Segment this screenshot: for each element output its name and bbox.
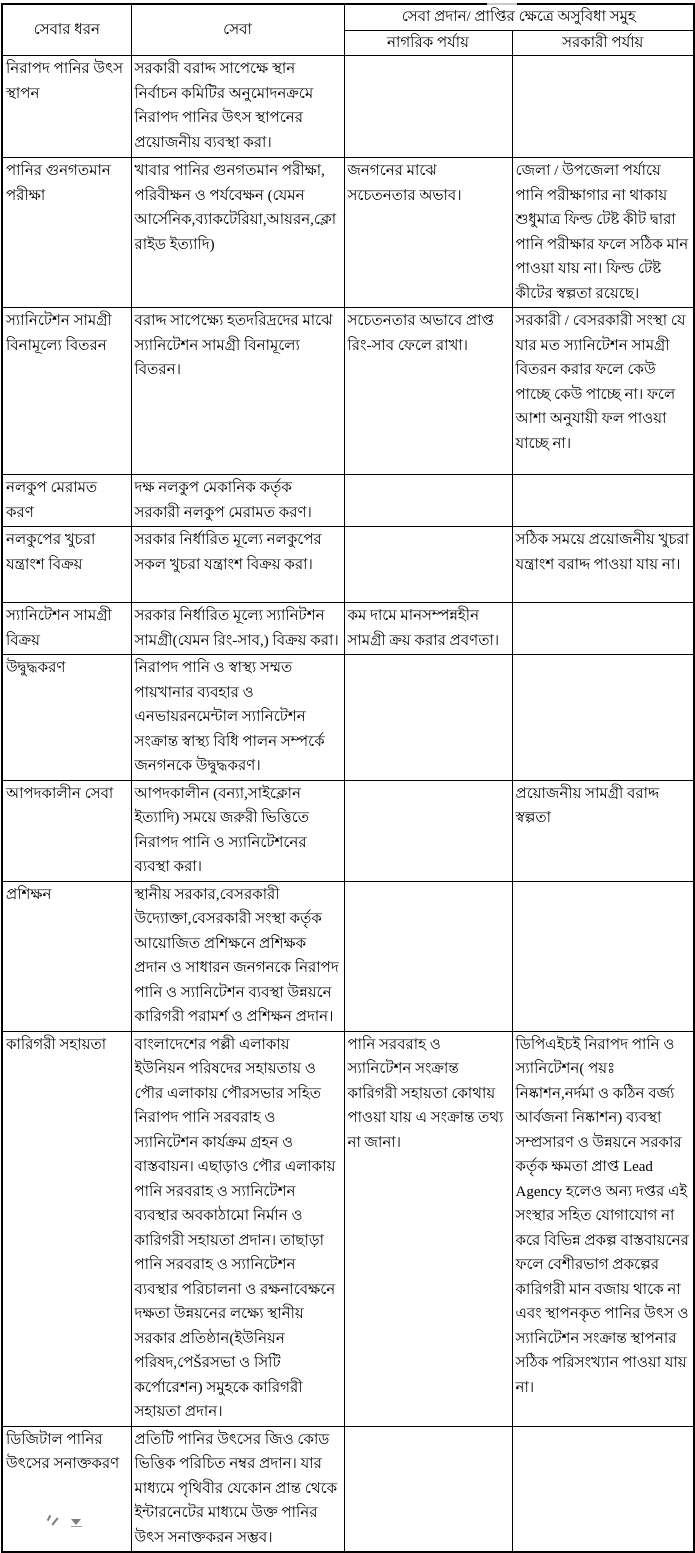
document-page xyxy=(0,3,695,1546)
cell-citizen-issue: জনগনের মাঝে সচেতনতার অভাব। xyxy=(344,158,512,308)
table-row xyxy=(2,527,694,603)
table-body xyxy=(2,56,694,1553)
cell-service: খাবার পানির গুনগতমান পরীক্ষা, পরিবীক্ষন ও পর্যবেক্ষন (যেমন আর্সেনিক,ব্যাকটেরিয়া,আয়রন,ক্লোরাইড ইত্যাদি) xyxy=(131,158,344,308)
cell-service: সরকার নির্ধারিত মূল্যে নলকুপের সকল খুচরা যন্ত্রাংশ বিক্রয় করা। xyxy=(131,527,344,603)
cell-citizen-issue: সচেতনতার অভাবে প্রাপ্ত রিং-সাব ফেলে রাখা। xyxy=(344,308,512,475)
table-row xyxy=(2,655,694,781)
table-row xyxy=(2,475,694,527)
cell-service-type: প্রশিক্ষন xyxy=(2,881,131,1031)
cell-government-issue xyxy=(512,603,694,655)
cell-government-issue xyxy=(512,881,694,1031)
cell-service-type: আপদকালীন সেবা xyxy=(2,780,131,881)
cell-citizen-issue: পানি সরবরাহ ও স্যানিটেশন সংক্রান্ত কারিগরী সহায়তা কোথায় পাওয়া যায় এ সংক্রান্ত তথ্য না জানা। xyxy=(344,1031,512,1426)
cell-service: আপদকালীন (বন্যা,সাইক্লোন ইত্যাদি) সময়ে জরুরী ভিত্তিতে নিরাপদ পানি ও স্যানিটেশনের ব্যবস্থা করা। xyxy=(131,780,344,881)
cell-service-type: কারিগরী সহায়তা xyxy=(2,1031,131,1426)
cell-service: নিরাপদ পানি ও স্বাস্থ্য সম্মত পায়খানার ব্যবহার ও এনভায়রনমেন্টাল স্যানিটেশন সংক্রান্ত স্বাস্থ্য বিধি পালন সম্পর্কে জনগনকে উদ্বুদ্ধকরণ। xyxy=(131,655,344,781)
cell-government-issue: সঠিক সময়ে প্রয়োজনীয় খুচরা যন্ত্রাংশ বরাদ্দ পাওয়া যায় না। xyxy=(512,527,694,603)
cell-government-issue: জেলা / উপজেলা পর্যায়ে পানি পরীক্ষাগার না থাকায় শুধুমাত্র ফিল্ড টেষ্ট কীট দ্বারা পানি পরীক্ষার ফলে সঠিক মান পাওয়া যায় না। ফিল্ড টেষ্ট কীটের স্বল্পতা রয়েছে। xyxy=(512,158,694,308)
cell-service: স্থানীয় সরকার,বেসরকারী উদ্যোক্তা,বেসরকারী সংস্থা কর্তৃক আয়োজিত প্রশিক্ষনে প্রশিক্ষক প্রদান ও সাধারন জনগনকে নিরাপদ পানি ও স্যানিটেশন ব্যবস্থা উন্নয়নে কারিগরী পরামর্শ ও প্রশিক্ষন প্রদান। xyxy=(131,881,344,1031)
cell-citizen-issue xyxy=(344,780,512,881)
table-row xyxy=(2,881,694,1031)
cell-service: বাংলাদেশের পল্লী এলাকায় ইউনিয়ন পরিষদের সহায়তায় ও পৌর এলাকায় পৌরসভার সহিত নিরাপদ পানি সরবরাহ ও স্যানিটেশন কার্যক্রম গ্রহন ও বাস্তবায়ন। এছাড়াও পৌর এলাকায় পানি সরবরাহ ও স্যানিটেশন ব্যবস্থার অবকাঠামো নির্মান ও কারিগরী সহায়তা প্রদান। তাছাড়া পানি সরবরাহ ও স্যানিটেশন ব্যবস্থার পরিচালনা ও রক্ষনাবেক্ষনে দক্ষতা উন্নয়নের লক্ষ্যে স্থানীয় সরকার প্রতিষ্ঠান(ইউনিয়ন পরিষদ,পেŠরসভা ও সিটি কর্পোরেশন) সমুহকে কারিগরী সহায়তা প্রদান। xyxy=(131,1031,344,1426)
cell-service-type: স্যানিটেশন সামগ্রী বিনামূল্যে বিতরন xyxy=(2,308,131,475)
cell-government-issue xyxy=(512,475,694,527)
cell-government-issue: প্রয়োজনীয় সামগ্রী বরাদ্দ স্বল্পতা xyxy=(512,780,694,881)
cell-service-type: নলকুপের খুচরা যন্ত্রাংশ বিক্রয় xyxy=(2,527,131,603)
table-row xyxy=(2,603,694,655)
cell-service: দক্ষ নলকুপ মেকানিক কর্তৃক সরকারী নলকুপ মেরামত করণ। xyxy=(131,475,344,527)
cell-service: সরকারী বরাদ্দ সাপেক্ষে স্থান নির্বাচন কমিটির অনুমোদনক্রমে নিরাপদ পানির উৎস স্থাপনের প্রয়োজনীয় ব্যবস্থা করা। xyxy=(131,56,344,158)
cell-service-type: পানির গুনগতমান পরীক্ষা xyxy=(2,158,131,308)
cell-service-type: নলকুপ মেরামত করণ xyxy=(2,475,131,527)
table-row xyxy=(2,56,694,158)
table-row xyxy=(2,780,694,881)
cell-citizen-issue xyxy=(344,655,512,781)
table-row xyxy=(2,1031,694,1426)
cell-government-issue xyxy=(512,1426,694,1552)
header-problems-group: সেবা প্রদান/ প্রাপ্তির ক্ষেত্রে অসুবিধা সমুহ xyxy=(344,4,694,30)
cell-government-issue: ডিপিএইচই নিরাপদ পানি ও স্যানিটেশন( পয়ঃ নিষ্কাশন,নর্দমা ও কঠিন বর্জ্য আর্বজনা নিষ্কাশন) ব্যবস্থা সম্প্রসারণ ও উন্নয়নে সরকার কর্তৃক ক্ষমতা প্রাপ্ত Lead Agency হলেও অন্য দপ্তর এই সংস্থার সহিত যোগাযোগ না করে বিভিন্ন প্রকল্প বাস্তবায়নের ফলে বেশীরভাগ প্রকল্পের কারিগরী মান বজায় থাকে না এবং স্থাপনকৃত পানির উৎস ও স্যানিটেশন সংক্রান্ত স্থাপনার সঠিক পরিসংখ্যান পাওয়া যায় না। xyxy=(512,1031,694,1426)
scan-smudge-artifact xyxy=(487,3,517,5)
header-citizen-level: নাগরিক পর্যায় xyxy=(344,30,512,56)
cell-government-issue xyxy=(512,655,694,781)
cell-citizen-issue xyxy=(344,881,512,1031)
table-row xyxy=(2,1426,694,1552)
service-table xyxy=(1,3,695,1553)
header-row-top xyxy=(2,4,694,30)
cell-service-type: ডিজিটাল পানির উৎসের সনাক্তকরণ xyxy=(2,1426,131,1552)
cell-service-type: নিরাপদ পানির উৎস স্থাপন xyxy=(2,56,131,158)
cell-service: সরকার নির্ধারিত মূল্যে স্যানিটশন সামগ্রী(যেমন রিং-সাব,) বিক্রয় করা। xyxy=(131,603,344,655)
pen-mark-artifact xyxy=(45,1515,95,1529)
cell-service: প্রতিটি পানির উৎসের জিও কোড ভিত্তিক পরিচিত নম্বর প্রদান। যার মাধ্যমে পৃথিবীর যেকোন প্রান্ত থেকে ইন্টারনেটের মাধ্যমে উক্ত পানির উৎস সনাক্তকরন সম্ভব। xyxy=(131,1426,344,1552)
table-header xyxy=(2,4,694,56)
cell-citizen-issue xyxy=(344,527,512,603)
cell-service: বরাদ্দ সাপেক্ষ্যে হতদরিদ্রদের মাঝে স্যানিটেশন সামগ্রী বিনামূল্যে বিতরন। xyxy=(131,308,344,475)
cell-citizen-issue xyxy=(344,475,512,527)
cell-government-issue xyxy=(512,56,694,158)
cell-citizen-issue xyxy=(344,56,512,158)
header-service-type: সেবার ধরন xyxy=(2,4,131,56)
stroke-marks-icon xyxy=(45,1515,61,1527)
header-service: সেবা xyxy=(131,4,344,56)
cell-service-type: উদ্বুদ্ধকরণ xyxy=(2,655,131,781)
header-government-level: সরকারী পর্যায় xyxy=(512,30,694,56)
table-row xyxy=(2,158,694,308)
cell-service-type: স্যানিটেশন সামগ্রী বিক্রয় xyxy=(2,603,131,655)
cell-government-issue: সরকারী / বেসরকারী সংস্থা যে যার মত স্যানিটেশন সামগ্রী বিতরন করার ফলে কেউ পাচ্ছে কেউ পাচ্ছে না। ফলে আশা অনুযায়ী ফল পাওয়া যাচ্ছে না। xyxy=(512,308,694,475)
triangle-mark-icon xyxy=(71,1519,81,1525)
table-row xyxy=(2,308,694,475)
cell-citizen-issue xyxy=(344,1426,512,1552)
cell-citizen-issue: কম দামে মানসম্পন্নহীন সামগ্রী ক্রয় করার প্রবণতা। xyxy=(344,603,512,655)
